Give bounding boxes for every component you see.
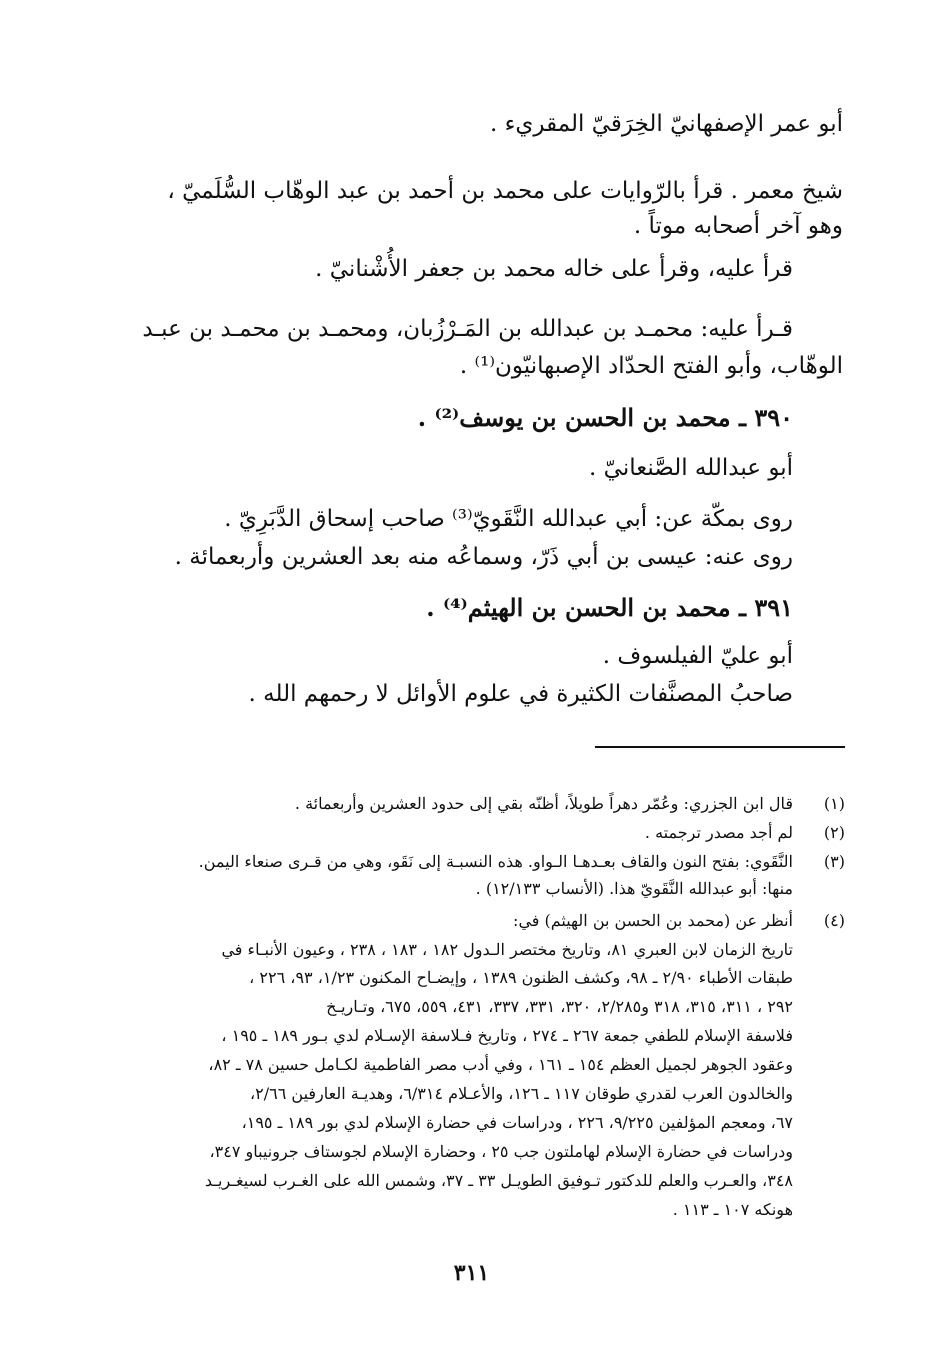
footnote-text: وعقود الجوهر لجميل العظم ١٥٤ ـ ١٦١ ، وفي أدب مصر الفاطمية لكـامل حسين ٧٨ ـ ٨٢،: [208, 1055, 793, 1074]
body-line: صاحبُ المصنَّفات الكثيرة في علوم الأوائل لا رحمهم الله .: [248, 681, 793, 707]
footnote-number: (٢): [823, 823, 845, 842]
footnote-text: ٦٧، ومعجم المؤلفين ٩/٢٢٥، ٢٢٦ ، ودراسات في حضارة الإسلام لدي بور ١٨٩ ـ ١٩٥،: [241, 1113, 793, 1132]
entry-heading: ٣٩٠ ـ محمد بن الحسن بن يوسف⁽²⁾ .: [417, 403, 793, 432]
footnote-text: هونكه ١٠٧ ـ ١١٣ .: [672, 1200, 793, 1219]
body-line: أبو عبدالله الصَّنعانيّ .: [589, 455, 793, 481]
entry-heading: ٣٩١ ـ محمد بن الحسن بن الهيثم⁽⁴⁾ .: [426, 593, 793, 622]
body-line: أبو عليّ الفيلسوف .: [602, 643, 793, 669]
footnote-text: قال ابن الجزري: وعُمّر دهراً طويلاً، أظنّه بقي إلى حدود العشرين وأربعمائة .: [294, 794, 793, 813]
footnote-text: فلاسفة الإسلام للطفي جمعة ٢٦٧ ـ ٢٧٤ ، وتاريخ فـلاسفة الإسـلام لدي بـور ١٨٩ ـ ١٩٥ ،: [221, 1026, 793, 1045]
page-number: ٣١١: [453, 1260, 490, 1286]
footnote-text: ودراسات في حضارة الإسلام لهاملتون جب ٢٥ ، وحضارة الإسلام لجوستاف جرونيباو ٣٤٧،: [209, 1142, 793, 1161]
footnote-separator: [595, 746, 845, 748]
body-line: شيخ معمر . قرأ بالرّوايات على محمد بن أحمد بن عبد الوهّاب السُّلَميّ ،: [167, 178, 843, 204]
footnote-text: النَّقَوي: بفتح النون والقاف بعـدهـا الـواو. هذه النسبـة إلى نَقَو، وهي من قـرى صنعاء اليمن.: [198, 852, 793, 871]
footnote-text: ٣٤٨، والعـرب والعلم للدكتور تـوفيق الطويـل ٣٣ ـ ٣٧، وشمس الله على الغـرب لسيغـريـد: [204, 1171, 793, 1190]
footnote-text: تاريخ الزمان لابن العبري ٨١، وتاريخ مختصر الـدول ١٨٢ ، ١٨٣ ، ٢٣٨ ، وعيون الأنبـاء في: [221, 940, 793, 959]
body-line: روى عنه: عيسى بن أبي ذَرّ، وسماعُه منه بعد العشرين وأربعمائة .: [174, 544, 793, 570]
footnote-number: (٣): [823, 852, 845, 871]
footnote-text: والخالدون العرب لقدري طوقان ١١٧ ـ ١٢٦، والأعـلام ٦/٣١٤، وهديـة العارفين ٢/٦٦،: [249, 1084, 793, 1103]
footnote-number: (٤): [823, 911, 845, 930]
footnote-text: أنظر عن (محمد بن الحسن بن الهيثم) في:: [513, 911, 793, 930]
body-line: وهو آخر أصحابه موتاً .: [633, 213, 843, 239]
footnote-text: لم أجد مصدر ترجمته .: [644, 823, 793, 842]
body-line: الوهّاب، وأبو الفتح الحدّاد الإصبهانيّون⁽¹⁾ .: [459, 353, 843, 379]
body-line: قرأ عليه، وقرأ على خاله محمد بن جعفر الأُشْنانيّ .: [315, 256, 793, 282]
body-line: قـرأ عليه: محمـد بن عبدالله بن المَـرْزُبان، ومحمـد بن محمـد بن عبـد: [142, 316, 793, 342]
footnote-number: (١): [823, 794, 845, 813]
footnote-text: ٢٩٢ ، ٣١١، ٣١٥، ٣١٨ و٢/٢٨٥، ٣٢٠، ٣٣١، ٣٣٧، ٤٣١، ٥٥٩، ٦٧٥، وتـاريـخ: [326, 997, 793, 1016]
footnote-text: منها: أبو عبدالله النَّقَويّ هذا. (الأنساب ١٢/١٣٣) .: [475, 879, 793, 898]
footnote-text: طبقات الأطباء ٢/٩٠ ـ ٩٨، وكشف الظنون ١٣٨٩ ، وإيضـاح المكنون ١/٢٣، ٩٣، ٢٢٦ ،: [249, 968, 793, 987]
body-line: أبو عمر الإصفهانيّ الخِرَقيّ المقريء .: [489, 111, 843, 137]
body-line: روى بمكّة عن: أبي عبدالله النَّقَويّ⁽³⁾ صاحب إسحاق الدَّبَرِيّ .: [224, 506, 793, 532]
